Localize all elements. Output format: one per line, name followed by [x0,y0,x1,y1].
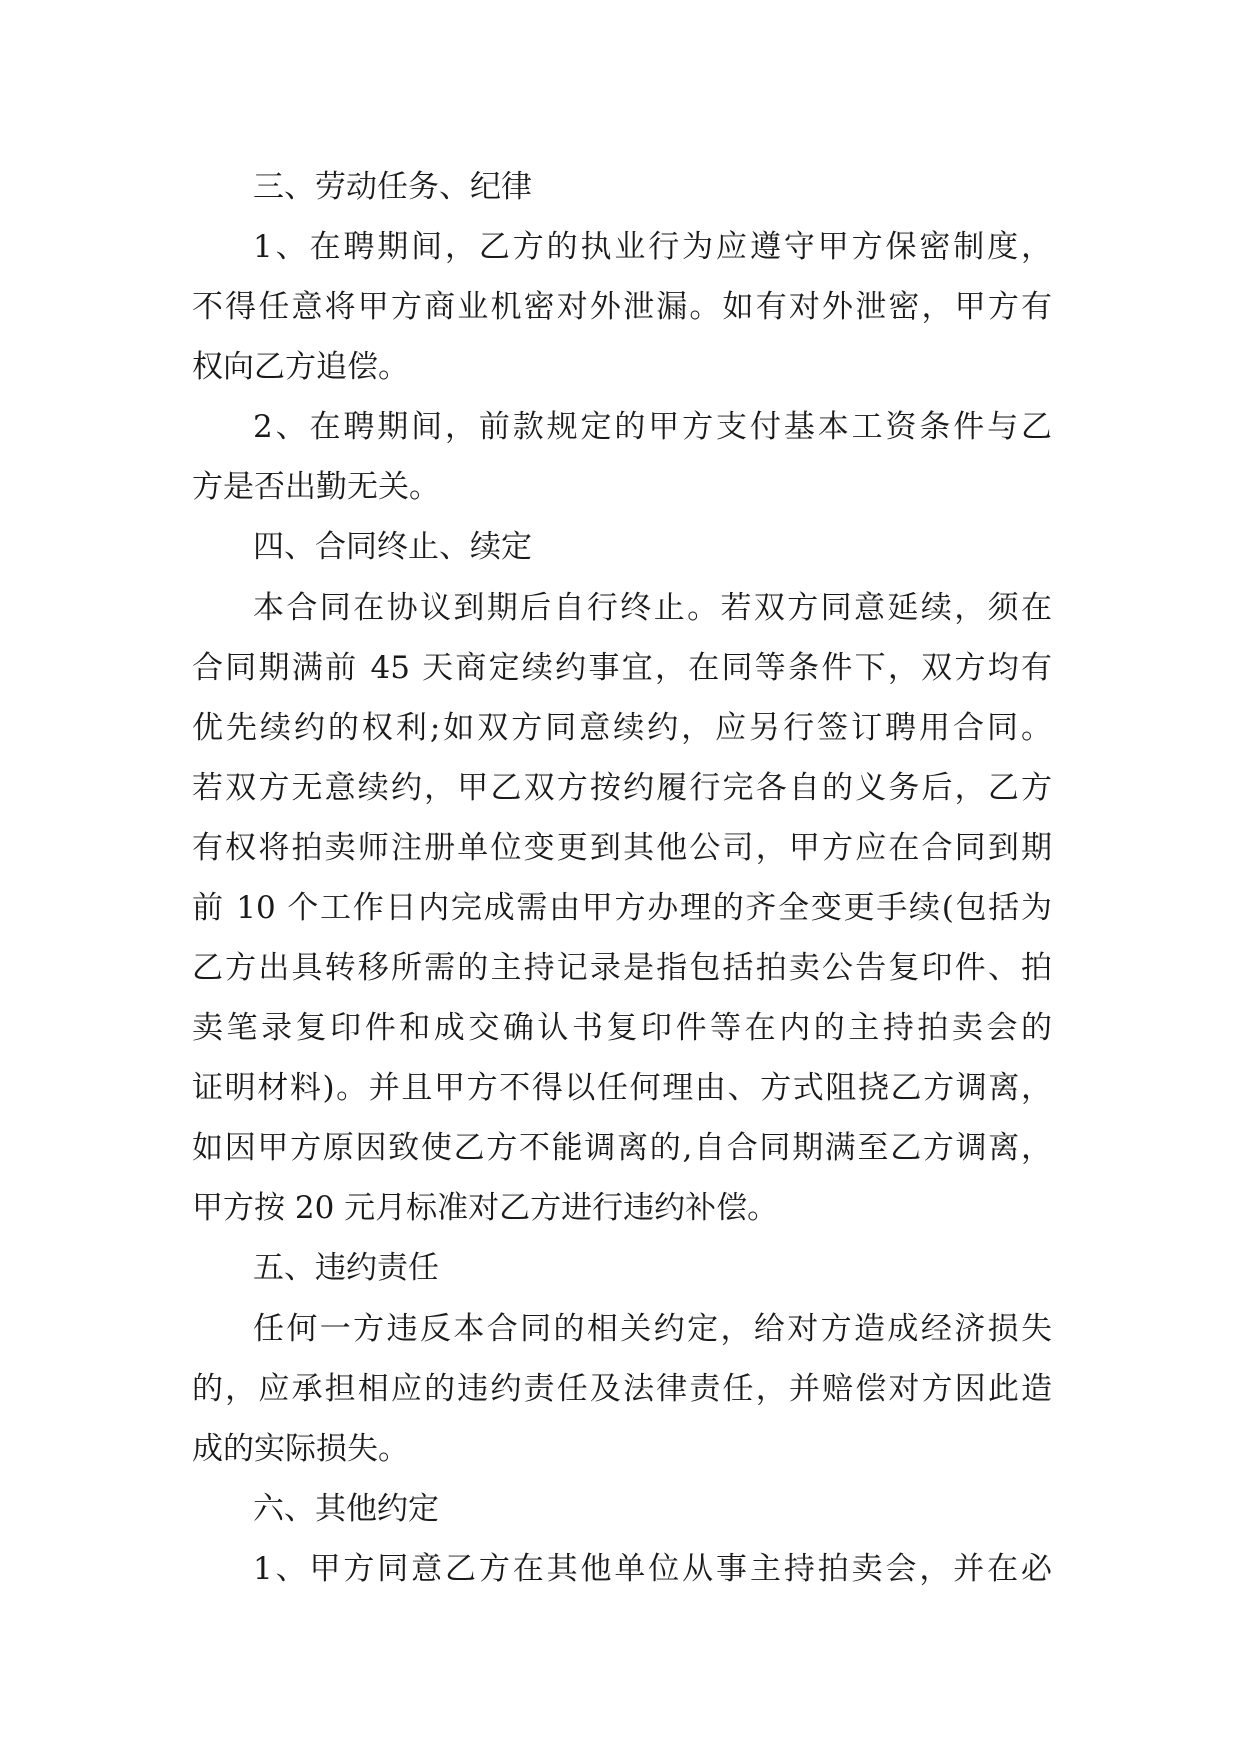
paragraph-line: 1、在聘期间，乙方的执业行为应遵守甲方保密制度， [253,229,1052,265]
paragraph-line: 权向乙方追偿。 [192,349,409,385]
paragraph-line: 任何一方违反本合同的相关约定，给对方造成经济损失 [253,1311,1052,1347]
paragraph-line: 有权将拍卖师注册单位变更到其他公司，甲方应在合同到期 [192,830,1052,866]
paragraph-line: 2、在聘期间，前款规定的甲方支付基本工资条件与乙 [253,409,1052,445]
paragraph-line: 证明材料)。并且甲方不得以任何理由、方式阻挠乙方调离， [192,1070,1052,1106]
paragraph-line: 合同期满前 45 天商定续约事宜，在同等条件下，双方均有 [192,650,1052,686]
section-heading-five: 五、违约责任 [253,1250,439,1286]
paragraph-line: 如因甲方原因致使乙方不能调离的,自合同期满至乙方调离， [192,1130,1052,1166]
paragraph-line: 方是否出勤无关。 [192,469,440,505]
paragraph-line: 若双方无意续约，甲乙双方按约履行完各自的义务后，乙方 [192,770,1052,806]
section-heading-four: 四、合同终止、续定 [253,529,532,565]
paragraph-line: 本合同在协议到期后自行终止。若双方同意延续，须在 [253,590,1052,626]
paragraph-line: 卖笔录复印件和成交确认书复印件等在内的主持拍卖会的 [192,1010,1052,1046]
paragraph-line: 甲方按 20 元月标准对乙方进行违约补偿。 [192,1190,779,1226]
section-heading-six: 六、其他约定 [253,1491,439,1527]
section-heading-three: 三、劳动任务、纪律 [253,169,532,205]
paragraph-line: 前 10 个工作日内完成需由甲方办理的齐全变更手续(包括为 [192,890,1052,926]
paragraph-line: 的，应承担相应的违约责任及法律责任，并赔偿对方因此造 [192,1371,1052,1407]
paragraph-line: 不得任意将甲方商业机密对外泄漏。如有对外泄密，甲方有 [192,289,1052,325]
paragraph-line: 乙方出具转移所需的主持记录是指包括拍卖公告复印件、拍 [192,950,1052,986]
paragraph-line: 成的实际损失。 [192,1431,409,1467]
paragraph-line: 优先续约的权利;如双方同意续约，应另行签订聘用合同。 [192,710,1052,746]
paragraph-line: 1、甲方同意乙方在其他单位从事主持拍卖会，并在必 [253,1551,1052,1587]
